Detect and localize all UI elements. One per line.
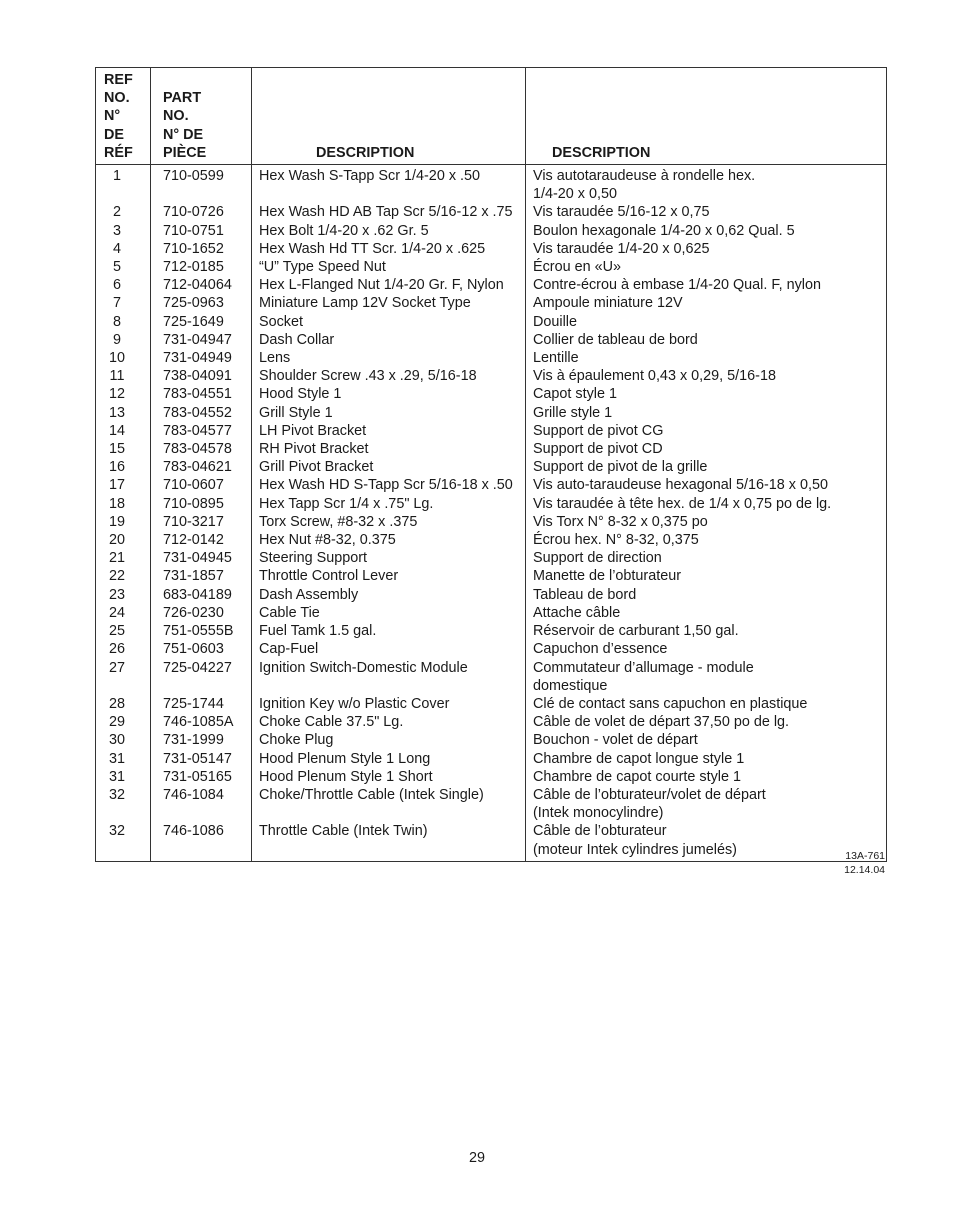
ref-cell: 13: [96, 404, 151, 422]
description-en-cell: LH Pivot Bracket: [252, 422, 526, 440]
description-en-cell: Hood Plenum Style 1 Short: [252, 768, 526, 786]
part-number-cell: 725-04227: [151, 659, 252, 695]
part-number-cell: 783-04552: [151, 404, 252, 422]
description-fr-line: Chambre de capot courte style 1: [533, 768, 741, 785]
parts-list-table: [95, 67, 887, 862]
description-fr-cell: [526, 422, 887, 440]
part-number-cell: 731-04949: [151, 349, 252, 367]
table-row: [96, 549, 887, 567]
description-fr-line: Câble de l’obturateur/volet de départ: [533, 786, 766, 803]
table-row: [96, 294, 887, 312]
description-en-cell: Hex Wash Hd TT Scr. 1/4-20 x .625: [252, 240, 526, 258]
table-row: [96, 695, 887, 713]
part-number-cell: 712-0142: [151, 531, 252, 549]
part-number-cell: 783-04551: [151, 385, 252, 403]
description-fr-line: Vis taraudée à tête hex. de 1/4 x 0,75 po de lg.: [533, 495, 832, 512]
description-fr-cell: [526, 404, 887, 422]
part-number-cell: 783-04578: [151, 440, 252, 458]
description-fr-line: Vis à épaulement 0,43 x 0,29, 5/16-18: [533, 368, 776, 385]
description-fr-line: Réservoir de carburant 1,50 gal.: [533, 623, 739, 640]
table-row: [96, 622, 887, 640]
ref-cell: 28: [96, 695, 151, 713]
table-row: [96, 531, 887, 549]
table-row: [96, 313, 887, 331]
part-number-cell: 746-1085A: [151, 713, 252, 731]
header-description-fr: DESCRIPTION: [526, 68, 887, 165]
ref-cell: 32: [96, 786, 151, 822]
description-fr-line-2: (moteur Intek cylindres jumelés): [533, 841, 737, 858]
description-fr-line-2: (Intek monocylindre): [533, 805, 664, 822]
description-en-cell: Fuel Tamk 1.5 gal.: [252, 622, 526, 640]
ref-cell: 19: [96, 513, 151, 531]
description-fr-line: Bouchon - volet de départ: [533, 732, 698, 749]
description-fr-cell: [526, 586, 887, 604]
description-fr-line: Vis taraudée 5/16-12 x 0,75: [533, 204, 710, 221]
description-fr-line: Câble de volet de départ 37,50 po de lg.: [533, 714, 790, 731]
description-fr-cell: [526, 165, 887, 204]
description-fr-cell: [526, 822, 887, 861]
description-en-cell: Hex Bolt 1/4-20 x .62 Gr. 5: [252, 222, 526, 240]
description-fr-line: Écrou hex. N° 8-32, 0,375: [533, 532, 699, 549]
part-number-cell: 746-1086: [151, 822, 252, 861]
description-en-cell: Choke Cable 37.5" Lg.: [252, 713, 526, 731]
description-en-cell: Torx Screw, #8-32 x .375: [252, 513, 526, 531]
part-number-cell: 731-1857: [151, 567, 252, 585]
part-number-cell: 751-0603: [151, 640, 252, 658]
ref-cell: 4: [96, 240, 151, 258]
description-en-cell: Grill Pivot Bracket: [252, 458, 526, 476]
part-number-cell: 731-05147: [151, 750, 252, 768]
description-fr-cell: [526, 549, 887, 567]
description-fr-line: Manette de l’obturateur: [533, 568, 681, 585]
table-row: [96, 786, 887, 822]
ref-cell: 15: [96, 440, 151, 458]
description-en-cell: Grill Style 1: [252, 404, 526, 422]
description-fr-cell: [526, 349, 887, 367]
description-fr-line: Support de pivot CD: [533, 441, 663, 458]
table-row: [96, 604, 887, 622]
table-row: [96, 276, 887, 294]
ref-cell: 24: [96, 604, 151, 622]
table-row: [96, 367, 887, 385]
part-number-cell: 725-1744: [151, 695, 252, 713]
part-number-cell: 783-04621: [151, 458, 252, 476]
description-fr-line: Douille: [533, 313, 577, 330]
description-fr-line: Clé de contact sans capuchon en plastique: [533, 695, 808, 712]
header-ref-no: REF NO. N° DE RÉF: [96, 68, 151, 165]
table-row: [96, 440, 887, 458]
description-fr-cell: [526, 440, 887, 458]
table-row: [96, 331, 887, 349]
description-fr-cell: [526, 258, 887, 276]
table-row: [96, 586, 887, 604]
part-number-cell: 731-04947: [151, 331, 252, 349]
ref-cell: 31: [96, 750, 151, 768]
part-number-cell: 712-0185: [151, 258, 252, 276]
table-row: [96, 567, 887, 585]
description-fr-line: Écrou en «U»: [533, 259, 621, 276]
ref-cell: 9: [96, 331, 151, 349]
description-fr-cell: [526, 640, 887, 658]
ref-cell: 20: [96, 531, 151, 549]
description-fr-line: Vis auto-taraudeuse hexagonal 5/16-18 x 0,50: [533, 477, 828, 494]
description-fr-line: Vis Torx N° 8-32 x 0,375 po: [533, 513, 708, 530]
part-number-cell: 731-1999: [151, 731, 252, 749]
description-fr-cell: [526, 695, 887, 713]
description-fr-line: Câble de l’obturateur: [533, 823, 667, 840]
description-fr-cell: [526, 531, 887, 549]
description-en-cell: Lens: [252, 349, 526, 367]
table-row: [96, 640, 887, 658]
part-number-cell: 710-0607: [151, 476, 252, 494]
description-fr-cell: [526, 495, 887, 513]
part-number-cell: 710-1652: [151, 240, 252, 258]
document-code-number: 13A-761: [845, 850, 885, 862]
document-code: [844, 849, 885, 877]
description-en-cell: Steering Support: [252, 549, 526, 567]
table-row: [96, 731, 887, 749]
table-row: [96, 750, 887, 768]
part-number-cell: 710-0895: [151, 495, 252, 513]
description-fr-cell: [526, 786, 887, 822]
part-number-cell: 731-05165: [151, 768, 252, 786]
part-number-cell: 710-0726: [151, 203, 252, 221]
header-part-no: PART NO. N° DE PIÈCE: [151, 68, 252, 165]
ref-cell: 26: [96, 640, 151, 658]
ref-cell: 1: [96, 165, 151, 204]
part-number-cell: 712-04064: [151, 276, 252, 294]
part-number-cell: 710-0751: [151, 222, 252, 240]
description-fr-line: Lentille: [533, 350, 579, 367]
description-en-cell: Throttle Control Lever: [252, 567, 526, 585]
ref-cell: 11: [96, 367, 151, 385]
description-en-cell: Hood Plenum Style 1 Long: [252, 750, 526, 768]
table-row: [96, 822, 887, 861]
description-fr-line: Capuchon d’essence: [533, 641, 668, 658]
description-fr-line: Boulon hexagonale 1/4-20 x 0,62 Qual. 5: [533, 222, 795, 239]
table-row: [96, 458, 887, 476]
table-row: [96, 495, 887, 513]
table-row: [96, 240, 887, 258]
part-number-cell: 710-0599: [151, 165, 252, 204]
table-row: [96, 659, 887, 695]
description-en-cell: Throttle Cable (Intek Twin): [252, 822, 526, 861]
table-row: [96, 422, 887, 440]
table-row: [96, 404, 887, 422]
table-body: [96, 165, 887, 862]
table-row: [96, 222, 887, 240]
description-fr-line-2: domestique: [533, 677, 608, 694]
description-fr-cell: [526, 567, 887, 585]
ref-cell: 31: [96, 768, 151, 786]
description-en-cell: Dash Assembly: [252, 586, 526, 604]
description-fr-cell: [526, 276, 887, 294]
ref-cell: 6: [96, 276, 151, 294]
description-fr-cell: [526, 768, 887, 786]
description-fr-line: Support de pivot de la grille: [533, 459, 708, 476]
header-description-en: DESCRIPTION: [252, 68, 526, 165]
description-fr-cell: [526, 659, 887, 695]
table-row: [96, 476, 887, 494]
description-fr-cell: [526, 222, 887, 240]
description-fr-cell: [526, 203, 887, 221]
description-fr-line: Commutateur d’allumage - module: [533, 659, 754, 676]
ref-cell: 29: [96, 713, 151, 731]
description-fr-line: Support de pivot CG: [533, 422, 664, 439]
description-fr-cell: [526, 622, 887, 640]
description-fr-cell: [526, 604, 887, 622]
table-header: [96, 68, 887, 165]
part-number-cell: 746-1084: [151, 786, 252, 822]
ref-cell: 2: [96, 203, 151, 221]
description-fr-line: Grille style 1: [533, 404, 613, 421]
description-fr-line: Vis autotaraudeuse à rondelle hex.: [533, 168, 756, 185]
description-en-cell: Hex Wash HD AB Tap Scr 5/16-12 x .75: [252, 203, 526, 221]
table-row: [96, 349, 887, 367]
part-number-cell: 783-04577: [151, 422, 252, 440]
part-number-cell: 725-0963: [151, 294, 252, 312]
description-en-cell: Socket: [252, 313, 526, 331]
description-en-cell: Shoulder Screw .43 x .29, 5/16-18: [252, 367, 526, 385]
table-row: [96, 258, 887, 276]
part-number-cell: 683-04189: [151, 586, 252, 604]
description-en-cell: Hex L-Flanged Nut 1/4-20 Gr. F, Nylon: [252, 276, 526, 294]
description-en-cell: Hood Style 1: [252, 385, 526, 403]
ref-cell: 8: [96, 313, 151, 331]
description-en-cell: Cable Tie: [252, 604, 526, 622]
table-row: [96, 713, 887, 731]
description-en-cell: Ignition Key w/o Plastic Cover: [252, 695, 526, 713]
description-fr-cell: [526, 367, 887, 385]
ref-cell: 7: [96, 294, 151, 312]
ref-cell: 25: [96, 622, 151, 640]
ref-cell: 22: [96, 567, 151, 585]
description-fr-line: Vis taraudée 1/4-20 x 0,625: [533, 240, 710, 257]
ref-cell: 3: [96, 222, 151, 240]
description-fr-line: Collier de tableau de bord: [533, 331, 698, 348]
ref-cell: 27: [96, 659, 151, 695]
description-en-cell: Hex Tapp Scr 1/4 x .75" Lg.: [252, 495, 526, 513]
document-code-date: 12.14.04: [844, 864, 885, 876]
description-fr-cell: [526, 513, 887, 531]
description-fr-line: Capot style 1: [533, 386, 617, 403]
ref-cell: 18: [96, 495, 151, 513]
description-fr-line: Chambre de capot longue style 1: [533, 750, 745, 767]
ref-cell: 16: [96, 458, 151, 476]
table-row: [96, 385, 887, 403]
description-en-cell: RH Pivot Bracket: [252, 440, 526, 458]
description-fr-line-2: 1/4-20 x 0,50: [533, 186, 618, 203]
ref-cell: 17: [96, 476, 151, 494]
part-number-cell: 731-04945: [151, 549, 252, 567]
description-fr-line: Support de direction: [533, 550, 662, 567]
description-en-cell: Miniature Lamp 12V Socket Type: [252, 294, 526, 312]
description-fr-line: Contre-écrou à embase 1/4-20 Qual. F, nylon: [533, 277, 821, 294]
description-fr-cell: [526, 294, 887, 312]
table-row: [96, 768, 887, 786]
ref-cell: 32: [96, 822, 151, 861]
table-row: [96, 203, 887, 221]
ref-cell: 23: [96, 586, 151, 604]
part-number-cell: 738-04091: [151, 367, 252, 385]
description-en-cell: Dash Collar: [252, 331, 526, 349]
part-number-cell: 725-1649: [151, 313, 252, 331]
description-fr-cell: [526, 731, 887, 749]
description-en-cell: Choke Plug: [252, 731, 526, 749]
description-fr-cell: [526, 385, 887, 403]
description-en-cell: Cap-Fuel: [252, 640, 526, 658]
ref-cell: 5: [96, 258, 151, 276]
description-fr-cell: [526, 240, 887, 258]
description-fr-line: Attache câble: [533, 604, 621, 621]
part-number-cell: 726-0230: [151, 604, 252, 622]
ref-cell: 12: [96, 385, 151, 403]
ref-cell: 14: [96, 422, 151, 440]
ref-cell: 30: [96, 731, 151, 749]
description-en-cell: Hex Nut #8-32, 0.375: [252, 531, 526, 549]
description-en-cell: Ignition Switch-Domestic Module: [252, 659, 526, 695]
description-fr-cell: [526, 713, 887, 731]
table-row: [96, 513, 887, 531]
description-en-cell: Choke/Throttle Cable (Intek Single): [252, 786, 526, 822]
description-fr-cell: [526, 458, 887, 476]
description-en-cell: “U” Type Speed Nut: [252, 258, 526, 276]
description-fr-line: Ampoule miniature 12V: [533, 295, 683, 312]
description-en-cell: Hex Wash HD S-Tapp Scr 5/16-18 x .50: [252, 476, 526, 494]
ref-cell: 10: [96, 349, 151, 367]
part-number-cell: 751-0555B: [151, 622, 252, 640]
description-fr-cell: [526, 313, 887, 331]
description-en-cell: Hex Wash S-Tapp Scr 1/4-20 x .50: [252, 165, 526, 204]
page-number: 29: [468, 1150, 485, 1166]
description-fr-cell: [526, 750, 887, 768]
ref-cell: 21: [96, 549, 151, 567]
table-row: [96, 165, 887, 204]
description-fr-cell: [526, 476, 887, 494]
description-fr-line: Tableau de bord: [533, 586, 637, 603]
part-number-cell: 710-3217: [151, 513, 252, 531]
description-fr-cell: [526, 331, 887, 349]
